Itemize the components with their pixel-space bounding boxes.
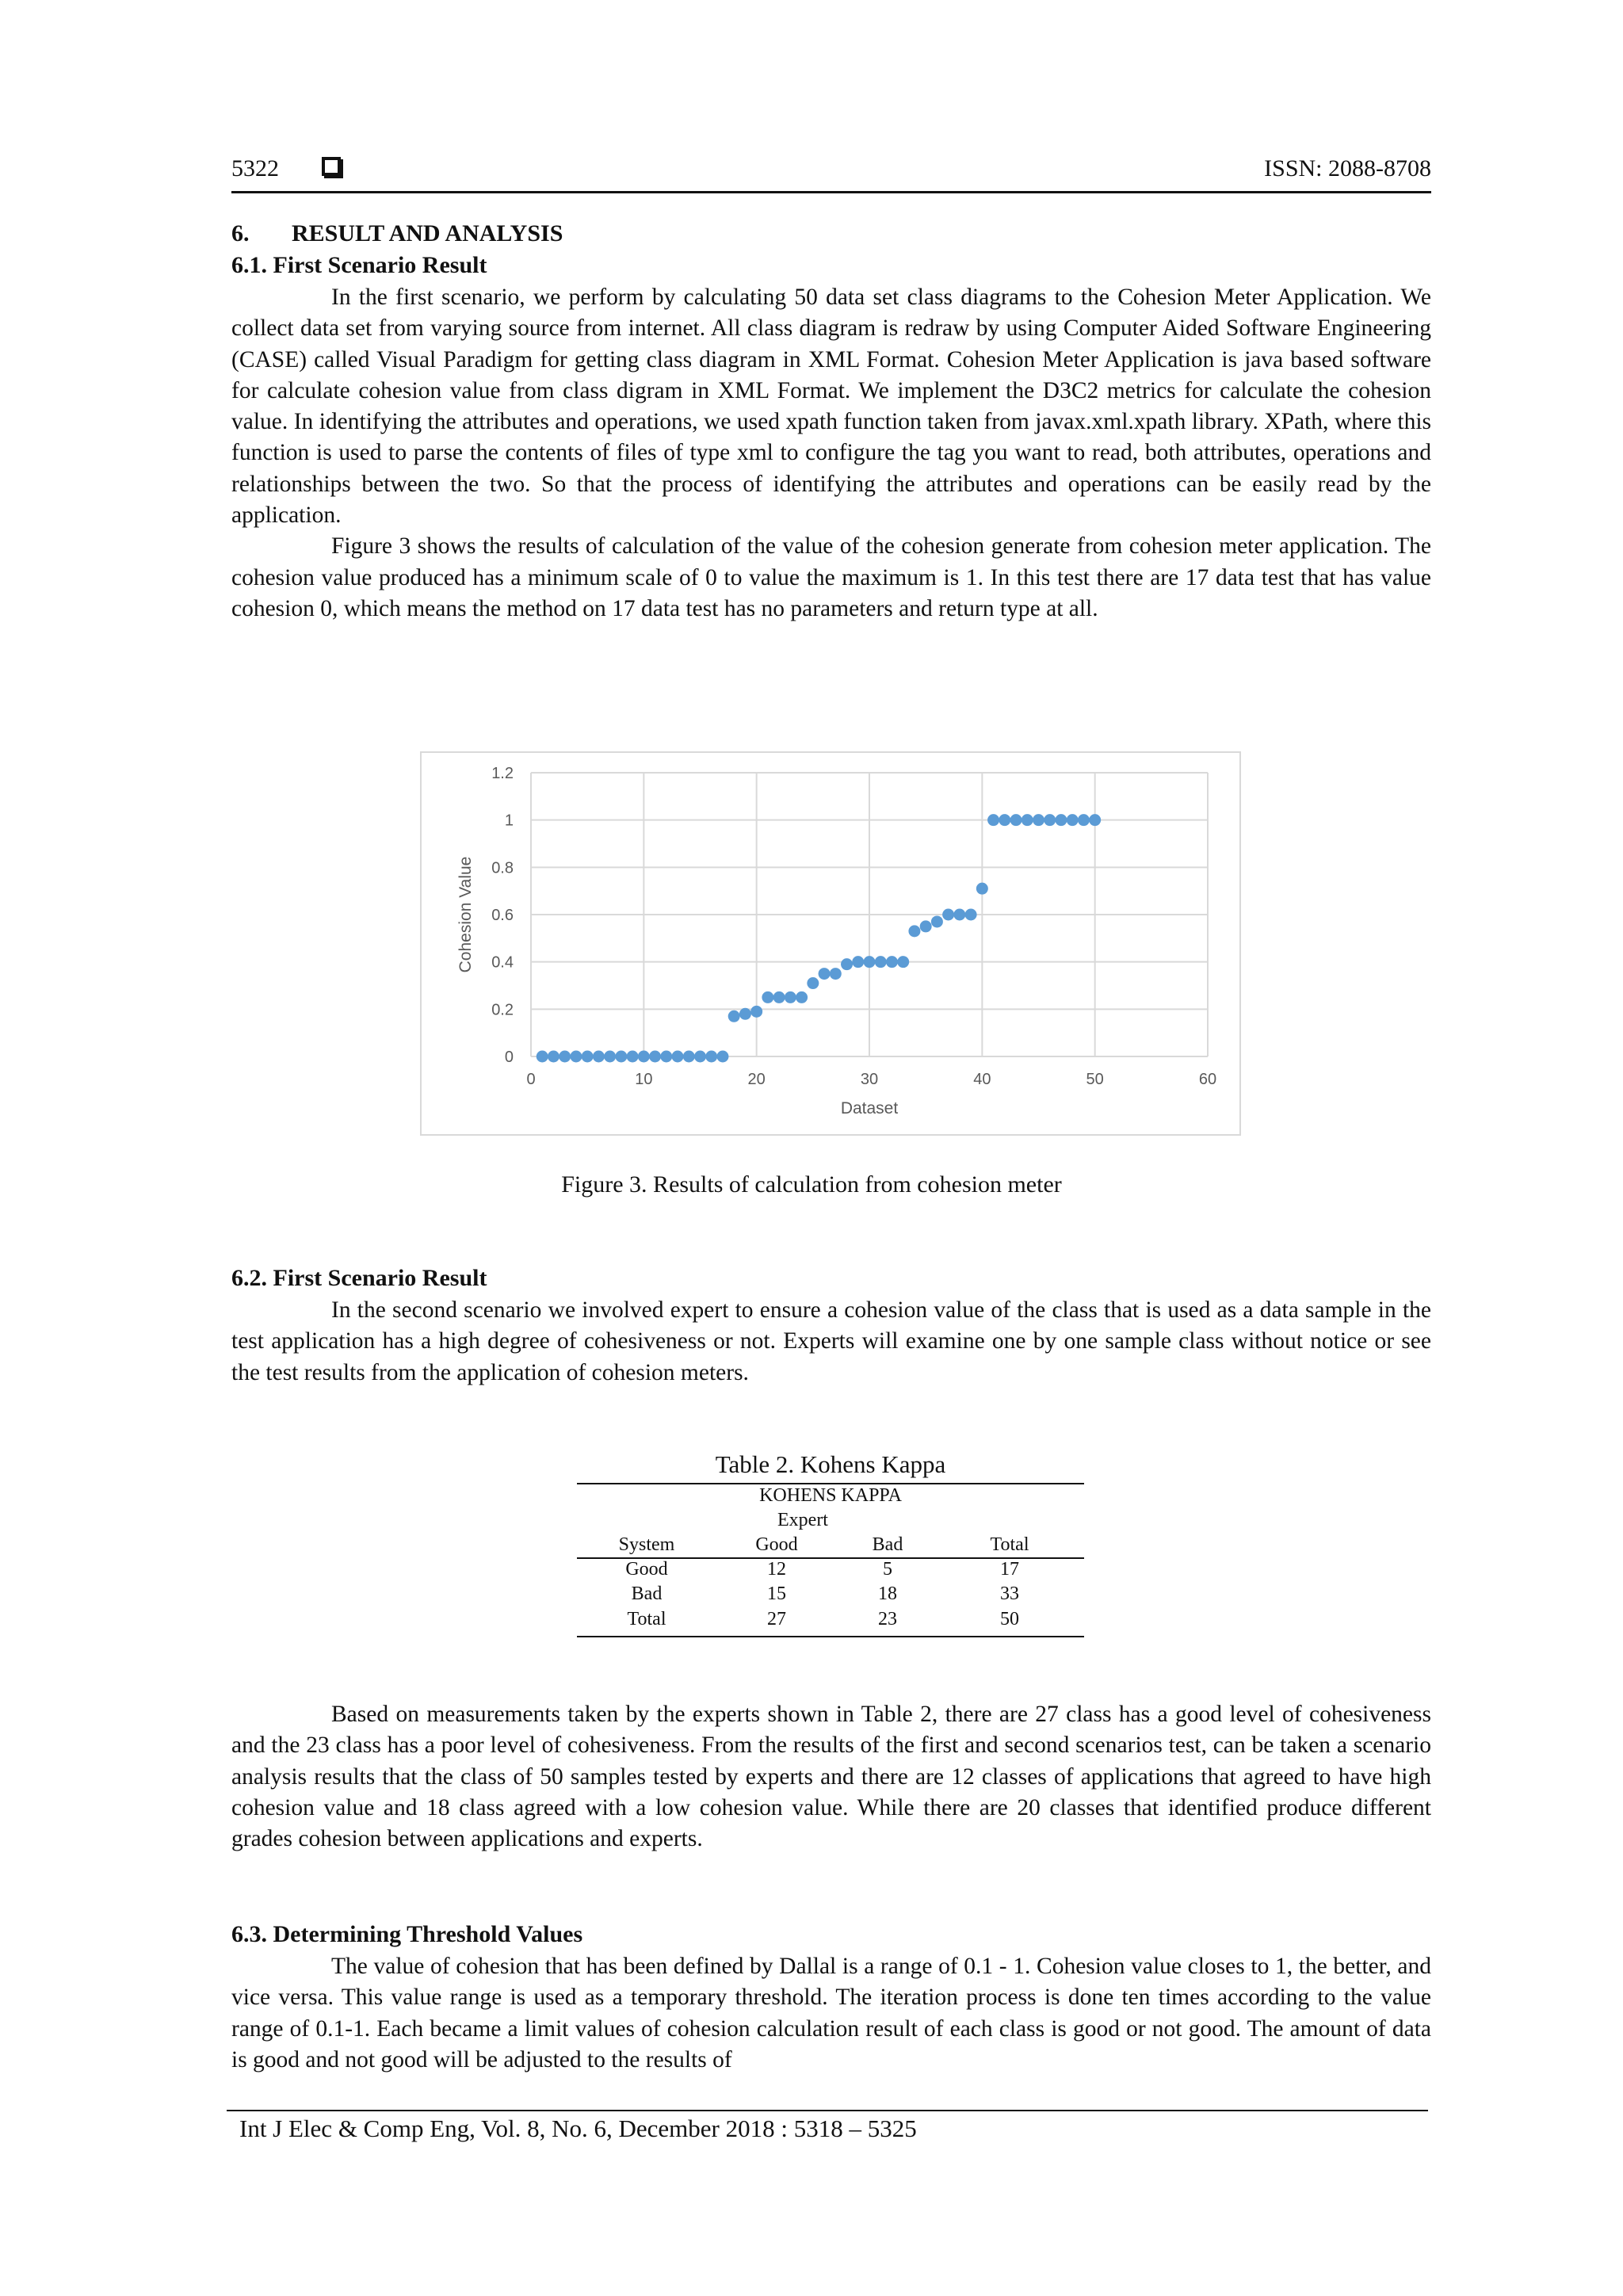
section-6-1-body (231, 282, 1431, 625)
data-point (807, 977, 819, 989)
journal-issn: ISSN: 2088-8708 (1264, 155, 1431, 181)
data-point (537, 1051, 548, 1063)
data-point (1067, 814, 1079, 826)
table-row (577, 1584, 1084, 1608)
x-tick-label: 0 (526, 1071, 536, 1088)
table-cell: Bad (631, 1584, 663, 1604)
column-header: Good (755, 1534, 798, 1555)
x-tick-label: 60 (1198, 1071, 1217, 1088)
data-point (1089, 814, 1101, 826)
y-tick-label: 0.8 (491, 859, 514, 877)
table-top-rule (577, 1483, 1084, 1484)
paragraph: Figure 3 shows the results of calculation of the value of the cohesion generate from cohesion meter application. The cohesion value produced has a minimum scale of 0 to value the maximum is 1. In this test there are 17 data test that has value cohesion 0, which means the method on 17 data test has no parameters and return type at all. (231, 533, 1431, 621)
data-point (942, 909, 954, 921)
header-rule (231, 191, 1431, 193)
data-point (615, 1051, 627, 1063)
data-point (976, 883, 988, 895)
data-point (1010, 814, 1022, 826)
data-point (672, 1051, 684, 1063)
table-cell: Total (627, 1609, 666, 1629)
section-6-1-heading: 6.1. First Scenario Result (231, 252, 487, 278)
data-point (750, 1006, 762, 1018)
data-point (785, 991, 796, 1003)
y-tick-label: 0.4 (491, 953, 514, 972)
x-axis-title: Dataset (840, 1099, 899, 1117)
paragraph: Based on measurements taken by the experts shown in Table 2, there are 27 class has a good level of cohesiveness and the 23 class has a poor level of cohesiveness. From the results of the first and second scenarios test, can be taken a scenario analysis results that the class of 50 samples tested by experts and there are 12 classes of applications that agreed to have high cohesion value and 18 class agreed with a low cohesion value. While there are 20 classes that identified produce different grades cohesion between applications and experts. (231, 1702, 1431, 1852)
table-bottom-rule (577, 1636, 1084, 1637)
paragraph: In the first scenario, we perform by calculating 50 data set class diagrams to the Cohesion Meter Application. We collect data set from varying source from internet. All class diagram is redraw by using Computer Aided Software Engineering (CASE) called Visual Paradigm for getting class diagram in XML Format. Cohesion Meter Application is java based software for calculate cohesion value from class digram in XML Format. We implement the D3C2 metrics for calculate the cohesion value. In identifying the attributes and operations, we used xpath function taken from javax.xml.xpath library. XPath, where this function is used to parse the contents of files of type xml to configure the tag you want to read, both attributes, operations and relationships between the two. So that the process of identifying the attributes and operations can be easily read by the application. (231, 285, 1431, 529)
data-point (897, 956, 909, 968)
checkbox-bullet-icon (322, 157, 341, 176)
data-point (999, 814, 1010, 826)
data-point (841, 958, 853, 970)
section-6-3-body (231, 1951, 1431, 2076)
data-point (987, 814, 999, 826)
data-point (931, 915, 943, 927)
x-tick-label: 10 (635, 1071, 653, 1088)
data-point (694, 1051, 706, 1063)
y-tick-label: 0 (504, 1049, 514, 1066)
data-point (1022, 814, 1033, 826)
table-cell: 17 (1000, 1559, 1019, 1580)
table-cell: 50 (1000, 1609, 1019, 1629)
figure-3-chart (420, 751, 1241, 1136)
table-cell: 5 (883, 1559, 892, 1580)
x-tick-label: 40 (973, 1071, 991, 1088)
data-point (582, 1051, 594, 1063)
data-point (920, 920, 932, 932)
data-point (1055, 814, 1067, 826)
table-cell: 27 (767, 1609, 786, 1629)
data-point (716, 1051, 728, 1063)
data-point (773, 991, 785, 1003)
data-point (638, 1051, 650, 1063)
data-point (559, 1051, 571, 1063)
data-point (819, 968, 831, 980)
table-column-headers (577, 1534, 1084, 1559)
table-cell: 15 (767, 1584, 786, 1604)
table-group-header: Expert (777, 1510, 828, 1530)
data-point (908, 925, 920, 937)
page-number: 5322 (231, 155, 279, 181)
table-2-header (577, 1485, 1084, 1534)
paragraph: In the second scenario we involved expert to ensure a cohesion value of the class that is used as a data sample in the test application has a high degree of cohesiveness or not. Experts will examine one by one sample class without notice or see the test results from the application of cohesion meters. (231, 1297, 1431, 1385)
data-point (1078, 814, 1090, 826)
data-point (683, 1051, 695, 1063)
column-header: Bad (872, 1534, 903, 1555)
section-6-title: RESULT AND ANALYSIS (292, 220, 563, 246)
column-header: Total (990, 1534, 1029, 1555)
data-point (953, 909, 965, 921)
data-point (852, 956, 864, 968)
data-point (570, 1051, 582, 1063)
data-point (548, 1051, 559, 1063)
footer-rule (227, 2110, 1428, 2111)
footer-citation: Int J Elec & Comp Eng, Vol. 8, No. 6, December 2018 : 5318 – 5325 (239, 2115, 917, 2142)
table-row (577, 1609, 1084, 1633)
table-cell: 33 (1000, 1584, 1019, 1604)
table-cell: 23 (878, 1609, 897, 1629)
table-cell: 18 (878, 1584, 897, 1604)
data-point (739, 1008, 751, 1020)
y-tick-label: 0.2 (491, 1001, 514, 1019)
data-point (1044, 814, 1056, 826)
data-point (762, 991, 773, 1003)
section-6-number: 6. (231, 220, 250, 246)
scatter-chart (422, 753, 1239, 1134)
table-2-title: Table 2. Kohens Kappa (715, 1450, 946, 1478)
data-point (830, 968, 842, 980)
x-tick-label: 20 (747, 1071, 766, 1088)
data-point (649, 1051, 661, 1063)
data-point (875, 956, 887, 968)
table-row (577, 1559, 1084, 1584)
paragraph: The value of cohesion that has been defined by Dallal is a range of 0.1 - 1. Cohesion value closes to 1, the better, and vice versa. This value range is used as a temporary threshold. The iteration process is done ten times according to the value range of 0.1-1. Each became a limit values of cohesion calculation result of each class is good or not good. The amount of data is good and not good will be adjusted to the results of (231, 1954, 1431, 2073)
data-point (593, 1051, 605, 1063)
data-point (886, 956, 898, 968)
table-main-header: KOHENS KAPPA (759, 1485, 902, 1506)
data-point (604, 1051, 616, 1063)
data-point (864, 956, 876, 968)
x-tick-label: 50 (1086, 1071, 1104, 1088)
table-cell: Good (625, 1559, 668, 1580)
data-point (1033, 814, 1044, 826)
section-6-2-body (231, 1295, 1431, 1389)
data-point (660, 1051, 672, 1063)
figure-3-caption: Figure 3. Results of calculation from cohesion meter (561, 1171, 1062, 1198)
column-header: System (618, 1534, 675, 1555)
x-tick-label: 30 (860, 1071, 879, 1088)
section-6-2-heading: 6.2. First Scenario Result (231, 1265, 487, 1291)
y-tick-label: 1 (504, 812, 514, 830)
y-tick-label: 1.2 (491, 765, 514, 782)
section-6-heading (231, 220, 563, 247)
data-point (627, 1051, 639, 1063)
table-cell: 12 (767, 1559, 786, 1580)
y-axis-title: Cohesion Value (456, 856, 475, 973)
data-point (705, 1051, 717, 1063)
data-point (728, 1010, 740, 1022)
data-point (796, 991, 808, 1003)
table-discussion-body (231, 1699, 1431, 1855)
data-point (965, 909, 977, 921)
y-tick-label: 0.6 (491, 907, 514, 924)
section-6-3-heading: 6.3. Determining Threshold Values (231, 1921, 583, 1947)
